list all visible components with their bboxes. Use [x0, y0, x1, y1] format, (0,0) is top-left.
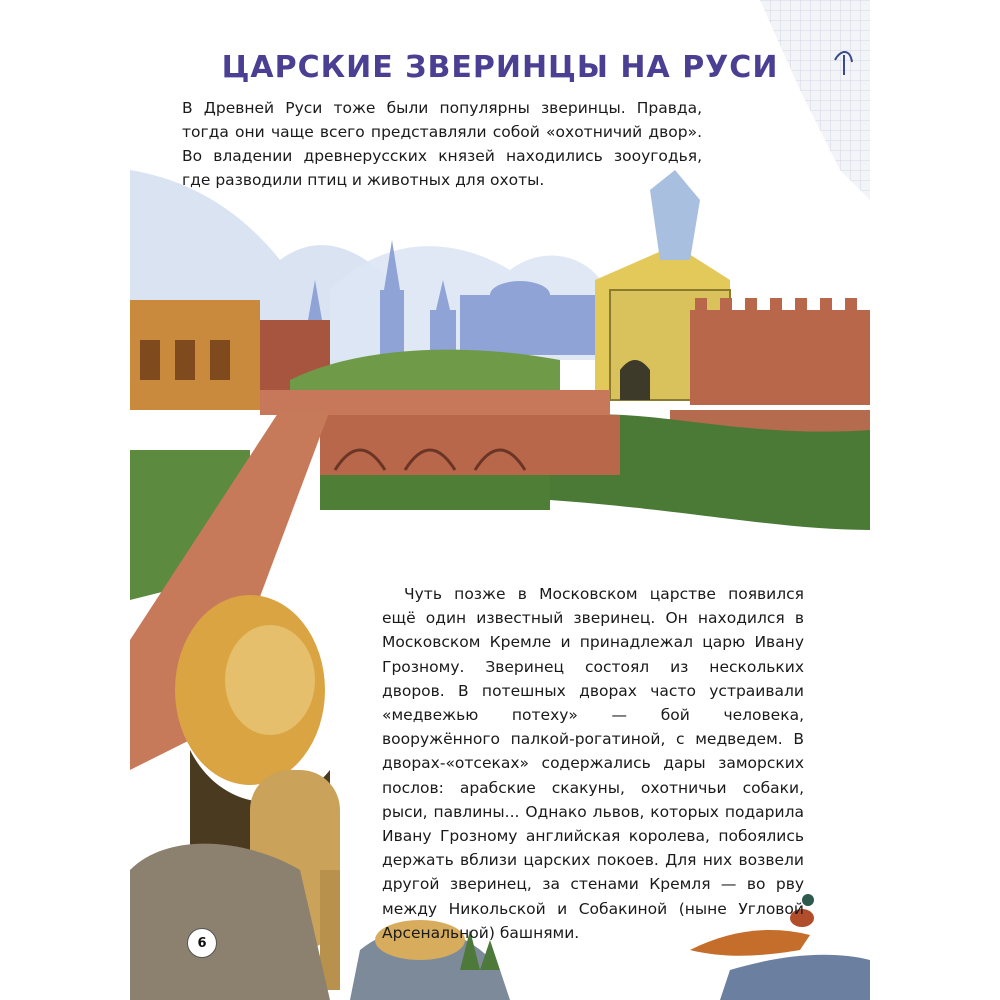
- notebook-paper-decoration: [740, 0, 870, 200]
- main-paragraph: Чуть позже в Московском царстве появился ещё один известный зверинец. Он находился в Московском Кремле и принадлежал царю Ивану Грозному. Зверинец состоял из нескольких дворов. В потешных дворах часто устраивали «медвежью потеху» — бой человека, вооружённого палкой-рогатиной, с медведем. В дворах-«отсеках» содержались дары заморских послов: арабские скакуны, охотничьи собаки, рыси, павлины... Однако львов, которых подарила Ивану Грозному английская королева, побоялись держать вблизи царских покоев. Для них возвели другой зверинец, за стенами Кремля — во рву между Никольской и Собакиной (ныне Угловой Арсенальной) башнями.: [382, 585, 804, 942]
- intro-paragraph: В Древней Руси тоже были популярны зверинцы. Правда, тогда они чаще всего представляли собой «охотничий двор». Во владении древнерусских князей находились зооугодья, где разводили птиц и животных для охоты.: [182, 99, 702, 189]
- page-number-badge: 6: [187, 928, 217, 958]
- page-title: ЦАРСКИЕ ЗВЕРИНЦЫ НА РУСИ: [221, 50, 779, 85]
- book-page: [130, 0, 870, 1000]
